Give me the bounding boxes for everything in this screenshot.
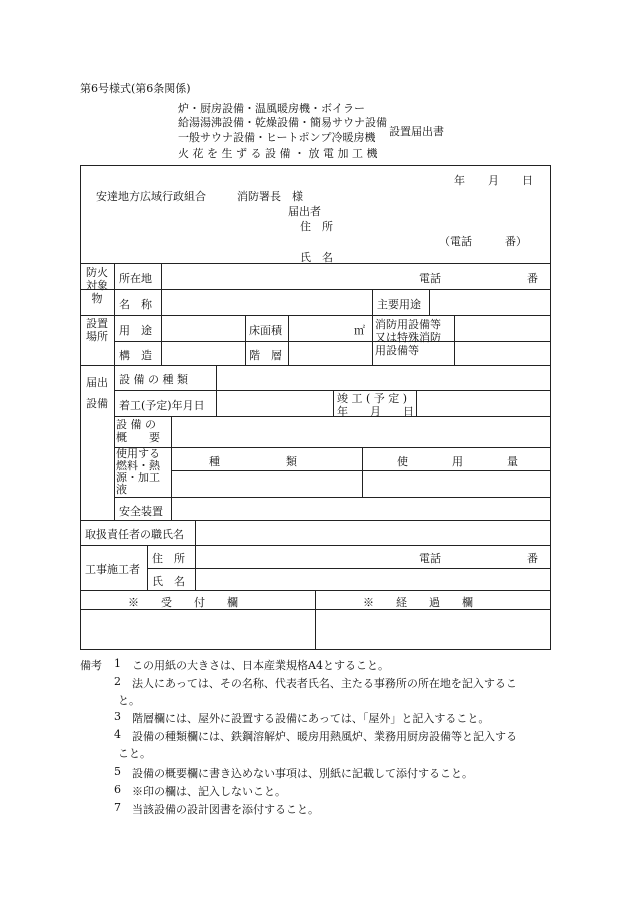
note-5-text: 設備の概要欄に書き込めない事項は、別紙に記載して添付すること。 <box>132 767 473 780</box>
note-5-num: 5 <box>114 765 121 778</box>
note-6-num: 6 <box>114 783 121 796</box>
notifier-name-label: 氏 名 <box>300 251 333 264</box>
main-use-label: 主要用途 <box>377 298 421 311</box>
note-4-text: 設備の種類欄には、鉄鋼溶解炉、暖房用熱風炉、業務用厨房設備等と記入する <box>132 730 517 743</box>
contractor-name-field[interactable] <box>197 570 549 588</box>
note-4-cont: こと。 <box>118 747 151 760</box>
equipment-line-2: 給湯湯沸設備・乾燥設備・簡易サウナ設備 <box>178 116 387 129</box>
contractor-phone-label: 電話 <box>419 552 441 565</box>
structure-label: 構 造 <box>119 349 152 362</box>
reception-field[interactable] <box>82 611 313 648</box>
sqm-unit: ㎡ <box>354 324 365 337</box>
equipment-line-1: 炉・厨房設備・温風暖房機・ボイラー <box>178 102 365 115</box>
kind-label: 種 類 <box>209 455 297 468</box>
completion-ymd: 年 月 日 <box>337 405 414 418</box>
notifier-address-field[interactable] <box>340 214 530 232</box>
equip-type-field[interactable] <box>218 367 549 388</box>
setchi-label: 設置場所 <box>86 317 108 343</box>
note-7-num: 7 <box>114 801 121 814</box>
note-3-text: 階層欄には、屋外に設置する設備にあっては、「屋外」と記入すること。 <box>132 712 490 725</box>
bouka-label: 防火対象物 <box>86 266 108 305</box>
fire-equip-label: 消防用設備等又は特殊消防用設備等 <box>375 318 441 357</box>
note-1-num: 1 <box>114 657 121 670</box>
contractor-label: 工事施工者 <box>85 563 140 576</box>
fire-equip-field[interactable] <box>456 317 549 363</box>
location-phone-ban: 番 <box>527 272 538 285</box>
form-number: 第6号様式(第6条関係) <box>80 82 191 95</box>
notifier-label: 届出者 <box>288 205 321 218</box>
note-6-text: ※印の欄は、記入しないこと。 <box>132 785 286 798</box>
floor-area-label: 床面積 <box>249 324 282 337</box>
location-phone-label: 電話 <box>419 272 441 285</box>
note-3-num: 3 <box>114 710 121 723</box>
floor-area-field[interactable] <box>290 317 350 339</box>
manager-label: 取扱責任者の職氏名 <box>85 528 184 541</box>
safety-label: 安全装置 <box>119 505 163 518</box>
completion-label: 竣 工 ( 予 定 ) <box>337 392 408 405</box>
overview-label: 設 備 の 概 要 <box>116 418 160 444</box>
manager-field[interactable] <box>197 522 549 543</box>
recipient: 安達地方広域行政組合 <box>96 190 206 203</box>
use-field[interactable] <box>163 317 243 339</box>
location-label: 所在地 <box>119 272 152 285</box>
structure-field[interactable] <box>163 343 243 363</box>
date-day: 日 <box>522 174 533 187</box>
date-month: 月 <box>488 174 499 187</box>
contractor-address-field[interactable] <box>197 547 407 566</box>
use-label: 用 途 <box>119 324 152 337</box>
fuel-kind-field[interactable] <box>173 472 360 495</box>
date-year: 年 <box>454 174 465 187</box>
note-2-num: 2 <box>114 675 121 688</box>
name-label: 名 称 <box>119 298 152 311</box>
todoke-label: 届出設備 <box>86 376 108 410</box>
safety-field[interactable] <box>173 499 549 518</box>
contractor-phone-ban: 番 <box>527 552 538 565</box>
notes-label: 備考 <box>80 659 102 672</box>
reception-label: ※ 受 付 欄 <box>128 596 238 609</box>
name-field[interactable] <box>163 291 370 313</box>
fuel-amount-field[interactable] <box>364 472 549 495</box>
contractor-name-label: 氏 名 <box>152 575 185 588</box>
chief: 消防署長 様 <box>237 190 303 203</box>
note-4-num: 4 <box>114 728 121 741</box>
progress-field[interactable] <box>317 611 549 648</box>
location-field[interactable] <box>163 265 413 287</box>
start-date-field[interactable] <box>218 392 331 414</box>
completion-date-field[interactable] <box>418 392 549 414</box>
progress-label: ※ 経 過 欄 <box>363 596 473 609</box>
note-2-cont: と。 <box>118 694 140 707</box>
notifier-phone: （電話 番） <box>439 235 527 248</box>
note-7-text: 当該設備の設計図書を添付すること。 <box>132 803 319 816</box>
floor-label: 階 層 <box>249 349 282 362</box>
notifier-name-field[interactable] <box>340 245 530 263</box>
fuel-label: 使用する燃料・熱源・加工液 <box>116 447 160 496</box>
equipment-line-3: 一般サウナ設備・ヒートポンプ冷暖房機 <box>178 131 376 144</box>
main-use-field[interactable] <box>431 291 549 313</box>
note-1-text: この用紙の大きさは、日本産業規格A4とすること。 <box>132 659 389 672</box>
equipment-line-4: 火 花 を 生 ず る 設 備 ・ 放 電 加 工 機 <box>178 147 378 160</box>
amount-label: 使 用 量 <box>397 455 518 468</box>
notifier-address-label: 住 所 <box>300 220 333 233</box>
contractor-address-label: 住 所 <box>152 552 185 565</box>
floor-field[interactable] <box>290 343 370 363</box>
start-date-label: 着工(予定)年月日 <box>119 399 205 412</box>
equip-type-label: 設 備 の 種 類 <box>119 373 188 386</box>
overview-field[interactable] <box>173 418 549 445</box>
form-title: 設置届出書 <box>389 125 444 138</box>
note-2-text: 法人にあっては、その名称、代表者氏名、主たる事務所の所在地を記入するこ <box>132 677 517 690</box>
